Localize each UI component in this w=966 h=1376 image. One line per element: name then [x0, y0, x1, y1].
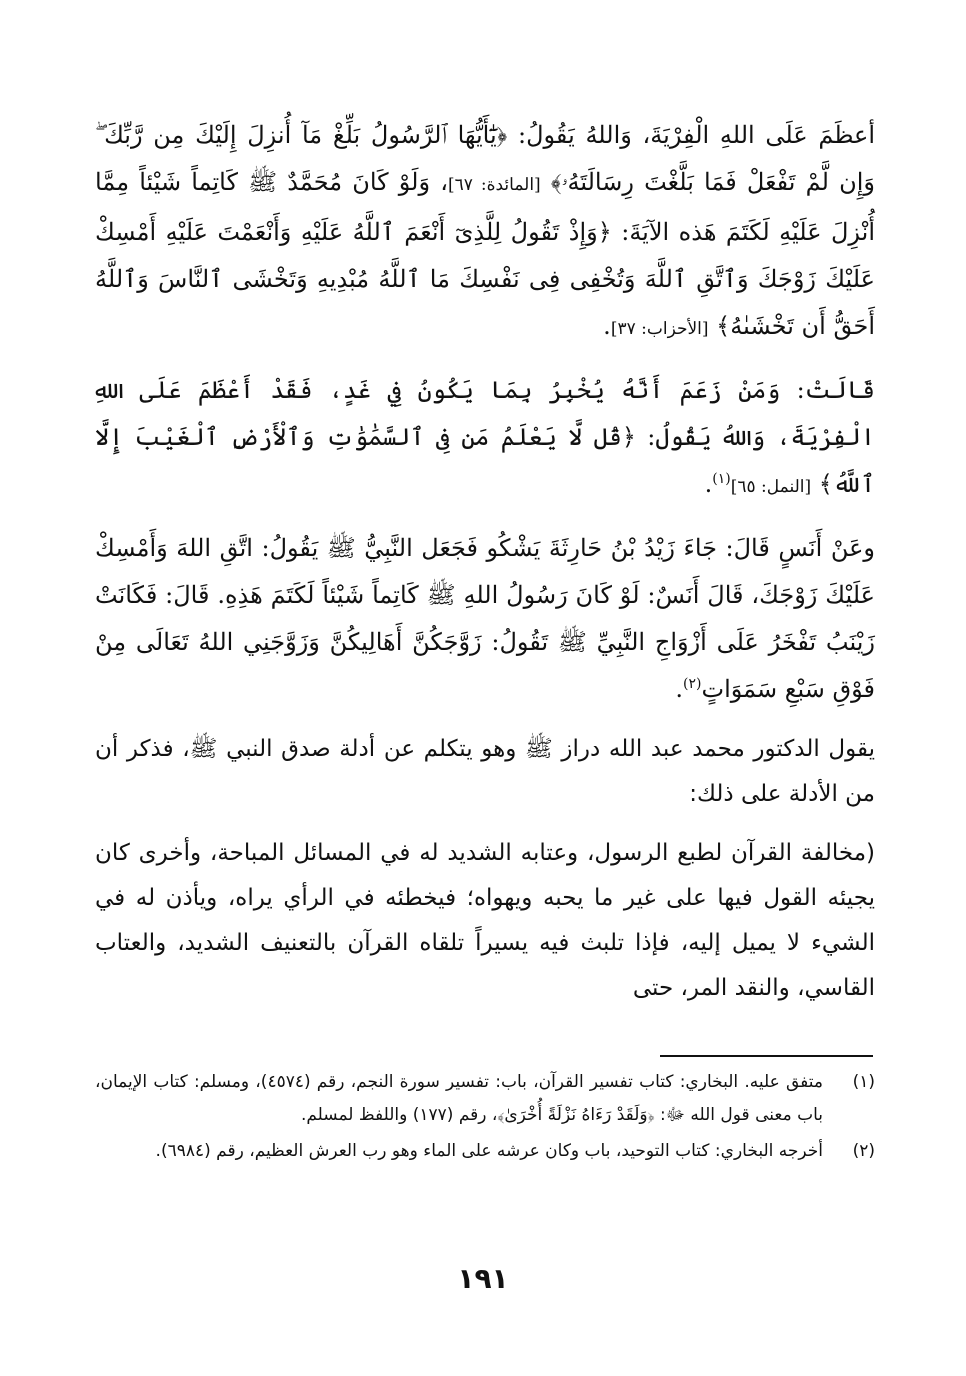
paragraph-text: وعَنْ أَنَسٍ قَالَ: جَاءَ زَيْدُ بْنُ حَارِثَةَ يَشْكُو فَجَعَل النَّبِيُّ ﷺ يَقُولُ: اتَّقِ اللهَ وَأَمْسِكْ عَلَيْكَ زَوْجَكَ، قَالَ أَنَسٌ: لَوْ كَانَ رَسُولُ اللهِ ﷺ كَاتِماً شَيْئاً لَكَتَمَ هَذِهِ. قَالَ: فَكَانَتْ زَيْنَبُ تَفْخَرُ عَلَى أَزْوَاجِ النَّبِيِّ ﷺ تَقُولُ: زَوَّجَكُنَّ أَهَالِيكُنَّ وَزَوَّجَنِي اللهُ تَعَالَى مِنْ فَوْقِ سَبْعِ سَمَوَاتٍ: [95, 534, 875, 703]
paragraph-anas-hadith: [95, 525, 875, 713]
footnote-text: متفق عليه. البخاري: كتاب تفسير القرآن، باب: تفسير سورة النجم، رقم (٤٥٧٤)، ومسلم: كتاب الإيمان، باب معنى قول الله ﷻ: ﴿وَلَقَدْ رَءَاهُ نَزْلَةً أُخْرَىٰ﴾، رقم (١٧٧) واللفظ لمسلم.: [95, 1072, 823, 1125]
footnote-2: [95, 1135, 875, 1168]
paragraph-end: .: [675, 675, 683, 703]
paragraph-end: .: [704, 470, 713, 498]
paragraph-aisha-statement: [95, 367, 875, 511]
footnote-divider: [660, 1055, 873, 1057]
paragraph-end: .: [603, 312, 611, 340]
footnote-text: أخرجه البخاري: كتاب التوحيد، باب وكان عرشه على الماء وهو رب العرش العظيم، رقم (٦٩٨٤).: [155, 1141, 823, 1161]
footnote-marker: (٢): [683, 676, 702, 692]
paragraph-quran-verses: [95, 112, 875, 353]
page-body: [95, 112, 875, 1025]
paragraph-text: يقول الدكتور محمد عبد الله دراز ﷺ وهو يتكلم عن أدلة صدق النبي ﷺ، فذكر أن من الأدلة على ذلك:: [95, 736, 875, 807]
paragraph-text: أعظَمَ عَلَى اللهِ الْفِرْيَةَ، وَاللهُ يَقُولُ: ﴿يَٰٓأَيُّهَا ٱلرَّسُولُ بَلِّغْ مَآ أُنزِلَ إِلَيْكَ مِن رَّبِّكَ ۖ وَإِن لَّمْ تَفْعَلْ فَمَا بَلَّغْتَ رِسَالَتَهُۥ﴾: [95, 121, 875, 196]
verse-reference: [الأحزاب: ٣٧]: [610, 319, 709, 339]
paragraph-draz-intro: [95, 727, 875, 817]
footnote-number: (٢): [852, 1141, 875, 1161]
verse-reference: [المائدة: ٦٧]: [448, 175, 541, 195]
paragraph-draz-quote: [95, 831, 875, 1011]
paragraph-text-continued: ، وَلَوْ كَانَ مُحَمَّدٌ ﷺ كَاتِماً شَيْئاً مِمَّا أُنْزِلَ عَلَيْهِ لَكَتَمَ هَذه الآيَةَ: ﴿وَإِذْ تَقُولُ لِلَّذِىٓ أَنْعَمَ ٱللَّهُ عَلَيْهِ وَأَنْعَمْتَ عَلَيْهِ أَمْسِكْ عَلَيْكَ زَوْجَكَ وَٱتَّقِ ٱللَّهَ وَتُخْفِى فِى نَفْسِكَ مَا ٱللَّهُ مُبْدِيهِ وَتَخْشَى ٱلنَّاسَ وَٱللَّهُ أَحَقُّ أَن تَخْشَىٰهُ﴾: [95, 168, 875, 340]
page-number: ١٩١: [457, 1262, 509, 1295]
footnote-1: [95, 1066, 875, 1132]
footnote-number: (١): [852, 1072, 875, 1092]
footnotes-section: [95, 1066, 875, 1171]
footnote-marker: (١): [712, 471, 731, 487]
verse-reference: [النمل: ٦٥]: [730, 477, 812, 497]
paragraph-text: (مخالفة القرآن لطبع الرسول، وعتابه الشديد له في المسائل المباحة، وأخرى كان يجيئه القول فيها على غير ما يحبه ويهواه؛ فيخطئه في الرأي يراه، ويأذن له في الشيء لا يميل إليه، فإذا تلبث فيه يسيراً تلقاه القرآن بالتعنيف الشديد، والعتاب القاسي، والنقد المر، حتى: [95, 840, 875, 1001]
paragraph-text: قَالَتْ: وَمَنْ زَعَمَ أَنَّهُ يُخْبِرُ بِمَا يَكُونُ فِي غَدٍ، فَقَدْ أَعْظَمَ عَلَى اللهِ الْفِرْيَةَ، وَاللهُ يَقُولُ: ﴿قُل لَّا يَعْلَمُ مَن فِى ٱلسَّمَٰوَٰتِ وَٱلْأَرْضِ ٱلْغَيْبَ إِلَّا ٱللَّهُ﴾: [95, 376, 875, 498]
